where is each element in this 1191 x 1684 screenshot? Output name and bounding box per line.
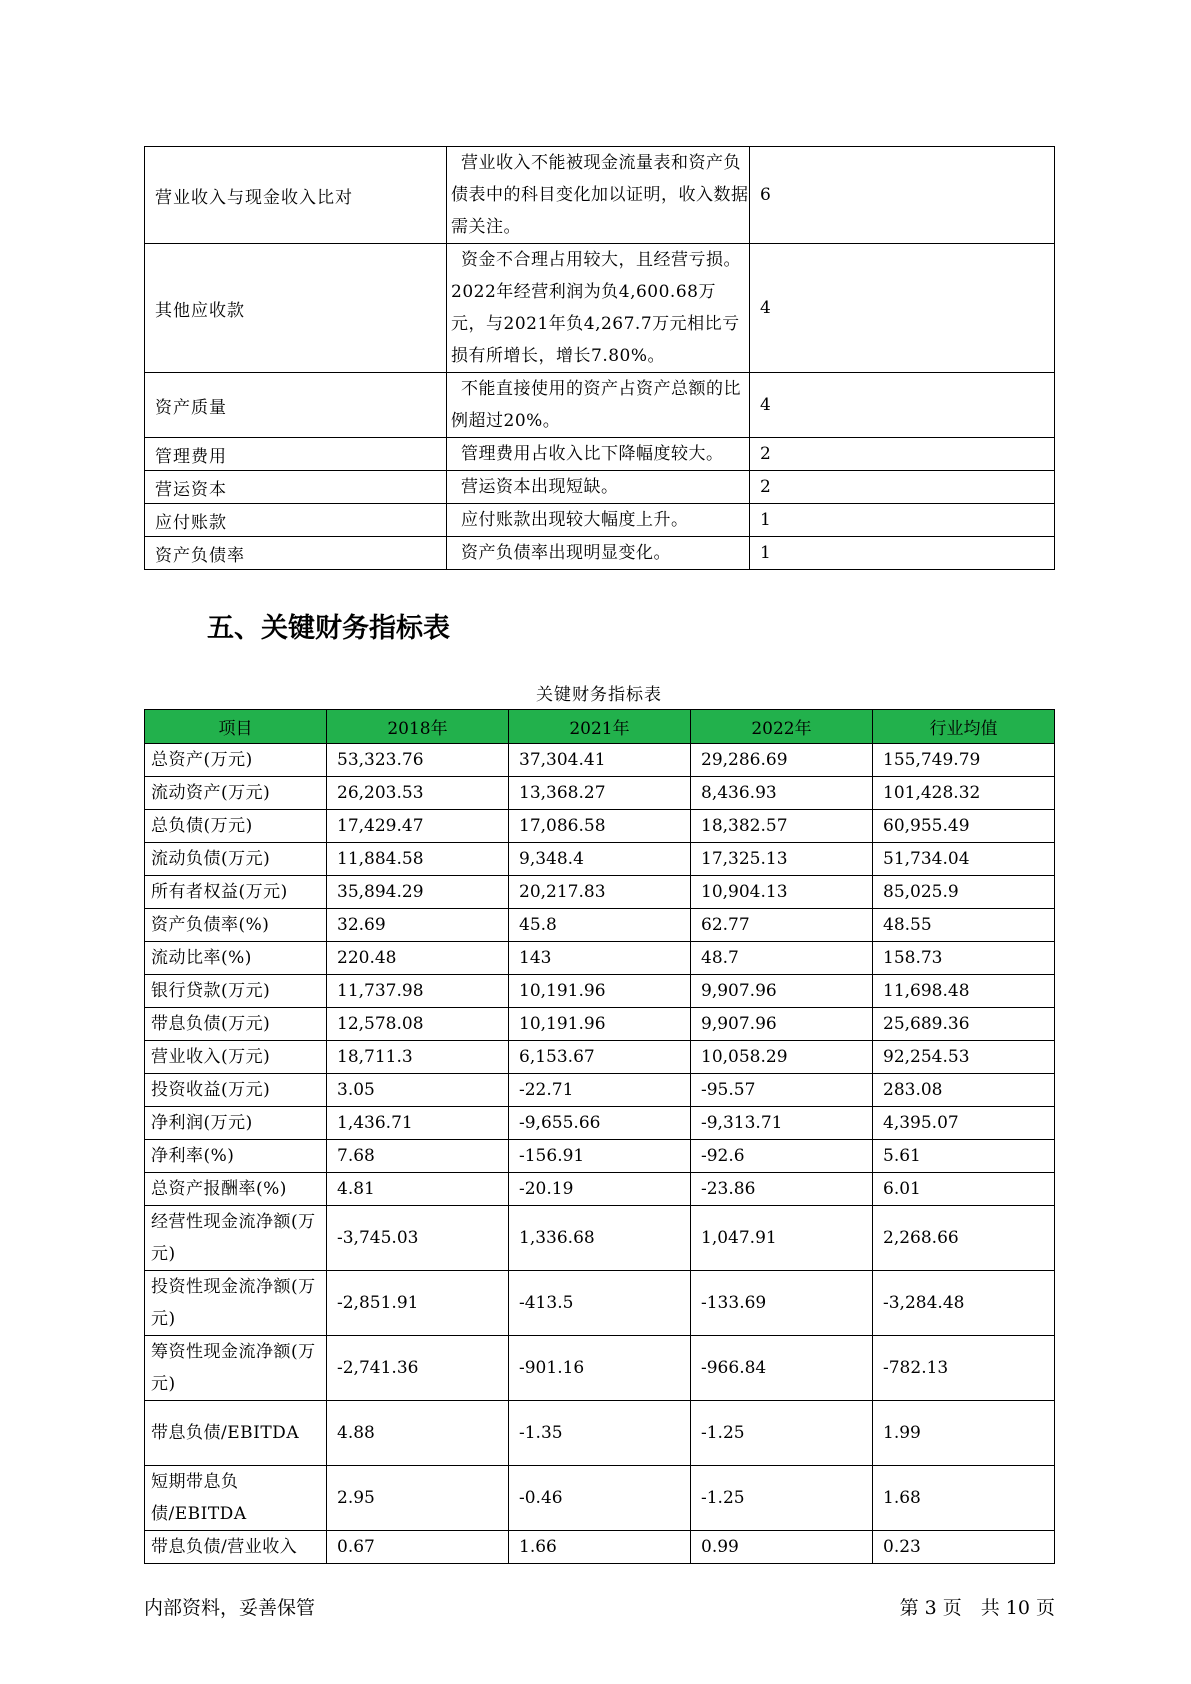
metric-value: -2,741.36 (327, 1336, 509, 1401)
risk-item-description: 营业收入不能被现金流量表和资产负债表中的科目变化加以证明，收入数据需关注。 (447, 147, 750, 244)
metric-value: -92.6 (691, 1140, 873, 1173)
risk-item-name: 资产负债率 (145, 537, 447, 570)
metric-label: 投资性现金流净额(万元) (145, 1271, 327, 1336)
metric-value: -0.46 (509, 1466, 691, 1531)
metric-value: -156.91 (509, 1140, 691, 1173)
risk-item-name: 营业收入与现金收入比对 (145, 147, 447, 244)
table-row (145, 975, 1055, 1008)
metric-value: -23.86 (691, 1173, 873, 1206)
metric-value: 17,429.47 (327, 810, 509, 843)
metric-value: -9,313.71 (691, 1107, 873, 1140)
metric-value: -966.84 (691, 1336, 873, 1401)
risk-item-name: 管理费用 (145, 438, 447, 471)
metric-value: 13,368.27 (509, 777, 691, 810)
table-row (145, 777, 1055, 810)
risk-item-score: 6 (750, 147, 1055, 244)
metric-value: 10,191.96 (509, 1008, 691, 1041)
metric-value: 1.99 (873, 1401, 1055, 1466)
metric-value: 29,286.69 (691, 744, 873, 777)
metric-value: 26,203.53 (327, 777, 509, 810)
metric-value: 85,025.9 (873, 876, 1055, 909)
table-row (145, 1041, 1055, 1074)
risk-item-score: 4 (750, 373, 1055, 438)
metric-value: -22.71 (509, 1074, 691, 1107)
metric-value: 2.95 (327, 1466, 509, 1531)
metric-value: 10,904.13 (691, 876, 873, 909)
metric-value: 11,698.48 (873, 975, 1055, 1008)
metric-value: 25,689.36 (873, 1008, 1055, 1041)
metric-label: 带息负债/EBITDA (145, 1401, 327, 1466)
risk-item-description: 不能直接使用的资产占资产总额的比例超过20%。 (447, 373, 750, 438)
metric-value: 12,578.08 (327, 1008, 509, 1041)
risk-item-name: 营运资本 (145, 471, 447, 504)
table-row (145, 1336, 1055, 1401)
metric-value: 10,191.96 (509, 975, 691, 1008)
metric-value: 220.48 (327, 942, 509, 975)
metric-label: 投资收益(万元) (145, 1074, 327, 1107)
metric-value: 1,047.91 (691, 1206, 873, 1271)
metric-value: 62.77 (691, 909, 873, 942)
metric-value: 11,884.58 (327, 843, 509, 876)
table-row (145, 1074, 1055, 1107)
table-header-row (145, 710, 1055, 744)
metric-label: 筹资性现金流净额(万元) (145, 1336, 327, 1401)
column-header: 项目 (145, 710, 327, 744)
metric-value: 45.8 (509, 909, 691, 942)
metric-value: 35,894.29 (327, 876, 509, 909)
table-caption: 关键财务指标表 (536, 685, 662, 705)
metric-value: 18,382.57 (691, 810, 873, 843)
metric-value: 48.55 (873, 909, 1055, 942)
metric-value: 143 (509, 942, 691, 975)
column-header: 行业均值 (873, 710, 1055, 744)
metric-label: 带息负债(万元) (145, 1008, 327, 1041)
risk-row (145, 373, 1055, 438)
metric-value: -1.25 (691, 1466, 873, 1531)
metric-value: 92,254.53 (873, 1041, 1055, 1074)
metric-value: 4,395.07 (873, 1107, 1055, 1140)
metric-value: -2,851.91 (327, 1271, 509, 1336)
metric-value: 37,304.41 (509, 744, 691, 777)
metric-label: 经营性现金流净额(万元) (145, 1206, 327, 1271)
column-header: 2021年 (509, 710, 691, 744)
metric-value: 53,323.76 (327, 744, 509, 777)
financial-metrics-table (144, 709, 1055, 1564)
metric-value: -1.25 (691, 1401, 873, 1466)
metric-value: 4.81 (327, 1173, 509, 1206)
metric-value: 48.7 (691, 942, 873, 975)
metric-label: 营业收入(万元) (145, 1041, 327, 1074)
table-row (145, 1140, 1055, 1173)
metric-value: 17,325.13 (691, 843, 873, 876)
metric-value: -95.57 (691, 1074, 873, 1107)
table-row (145, 843, 1055, 876)
metric-value: 0.67 (327, 1531, 509, 1564)
footer-confidential-note: 内部资料，妥善保管 (144, 1597, 316, 1619)
metric-value: -3,745.03 (327, 1206, 509, 1271)
metric-value: 3.05 (327, 1074, 509, 1107)
risk-row (145, 438, 1055, 471)
metric-value: 7.68 (327, 1140, 509, 1173)
table-row (145, 942, 1055, 975)
risk-item-score: 1 (750, 537, 1055, 570)
risk-item-score: 1 (750, 504, 1055, 537)
metric-value: 155,749.79 (873, 744, 1055, 777)
metric-value: -901.16 (509, 1336, 691, 1401)
metric-label: 总资产报酬率(%) (145, 1173, 327, 1206)
section-heading: 五、关键财务指标表 (207, 613, 450, 644)
risk-row (145, 147, 1055, 244)
table-row (145, 1271, 1055, 1336)
risk-row (145, 471, 1055, 504)
metric-value: 1.66 (509, 1531, 691, 1564)
table-row (145, 1531, 1055, 1564)
metric-value: 283.08 (873, 1074, 1055, 1107)
metric-value: 0.23 (873, 1531, 1055, 1564)
table-row (145, 1401, 1055, 1466)
metric-value: -782.13 (873, 1336, 1055, 1401)
table-row (145, 909, 1055, 942)
metric-label: 短期带息负债/EBITDA (145, 1466, 327, 1531)
risk-item-name: 应付账款 (145, 504, 447, 537)
metric-value: 9,348.4 (509, 843, 691, 876)
footer-page-number: 第 3 页 共 10 页 (899, 1597, 1055, 1619)
metric-label: 流动比率(%) (145, 942, 327, 975)
risk-row (145, 244, 1055, 373)
metric-value: 11,737.98 (327, 975, 509, 1008)
metric-label: 总资产(万元) (145, 744, 327, 777)
metric-value: 1,436.71 (327, 1107, 509, 1140)
metric-value: -133.69 (691, 1271, 873, 1336)
metric-value: 1.68 (873, 1466, 1055, 1531)
table-row (145, 1466, 1055, 1531)
metric-value: 158.73 (873, 942, 1055, 975)
metric-value: 0.99 (691, 1531, 873, 1564)
metric-value: 5.61 (873, 1140, 1055, 1173)
metric-label: 资产负债率(%) (145, 909, 327, 942)
risk-item-description: 应付账款出现较大幅度上升。 (447, 504, 750, 537)
table-row (145, 744, 1055, 777)
risk-item-score: 2 (750, 438, 1055, 471)
metric-label: 总负债(万元) (145, 810, 327, 843)
table-row (145, 1206, 1055, 1271)
metric-value: -9,655.66 (509, 1107, 691, 1140)
metric-value: 60,955.49 (873, 810, 1055, 843)
metric-value: 9,907.96 (691, 1008, 873, 1041)
metric-label: 所有者权益(万元) (145, 876, 327, 909)
metric-value: 6.01 (873, 1173, 1055, 1206)
metric-value: -3,284.48 (873, 1271, 1055, 1336)
metric-value: 51,734.04 (873, 843, 1055, 876)
metric-value: 4.88 (327, 1401, 509, 1466)
metric-value: 20,217.83 (509, 876, 691, 909)
risk-item-name: 资产质量 (145, 373, 447, 438)
metric-value: 32.69 (327, 909, 509, 942)
column-header: 2018年 (327, 710, 509, 744)
metric-value: 8,436.93 (691, 777, 873, 810)
metric-value: -1.35 (509, 1401, 691, 1466)
metric-label: 带息负债/营业收入 (145, 1531, 327, 1564)
metric-value: 1,336.68 (509, 1206, 691, 1271)
risk-row (145, 504, 1055, 537)
risk-row (145, 537, 1055, 570)
metric-label: 净利润(万元) (145, 1107, 327, 1140)
metric-value: 18,711.3 (327, 1041, 509, 1074)
metric-value: 2,268.66 (873, 1206, 1055, 1271)
metric-label: 净利率(%) (145, 1140, 327, 1173)
table-row (145, 1173, 1055, 1206)
table-row (145, 810, 1055, 843)
risk-table (144, 146, 1055, 570)
risk-item-description: 管理费用占收入比下降幅度较大。 (447, 438, 750, 471)
risk-item-description: 资产负债率出现明显变化。 (447, 537, 750, 570)
table-row (145, 1107, 1055, 1140)
metric-value: 9,907.96 (691, 975, 873, 1008)
metric-value: 10,058.29 (691, 1041, 873, 1074)
metric-label: 流动负债(万元) (145, 843, 327, 876)
table-row (145, 1008, 1055, 1041)
metric-value: 17,086.58 (509, 810, 691, 843)
risk-item-description: 资金不合理占用较大，且经营亏损。2022年经营利润为负4,600.68万元，与2021年负4,267.7万元相比亏损有所增长，增长7.80%。 (447, 244, 750, 373)
metric-value: -20.19 (509, 1173, 691, 1206)
risk-item-score: 4 (750, 244, 1055, 373)
column-header: 2022年 (691, 710, 873, 744)
metric-value: 6,153.67 (509, 1041, 691, 1074)
table-row (145, 876, 1055, 909)
risk-item-score: 2 (750, 471, 1055, 504)
metric-value: 101,428.32 (873, 777, 1055, 810)
risk-item-name: 其他应收款 (145, 244, 447, 373)
metric-value: -413.5 (509, 1271, 691, 1336)
metric-label: 银行贷款(万元) (145, 975, 327, 1008)
risk-item-description: 营运资本出现短缺。 (447, 471, 750, 504)
metric-label: 流动资产(万元) (145, 777, 327, 810)
